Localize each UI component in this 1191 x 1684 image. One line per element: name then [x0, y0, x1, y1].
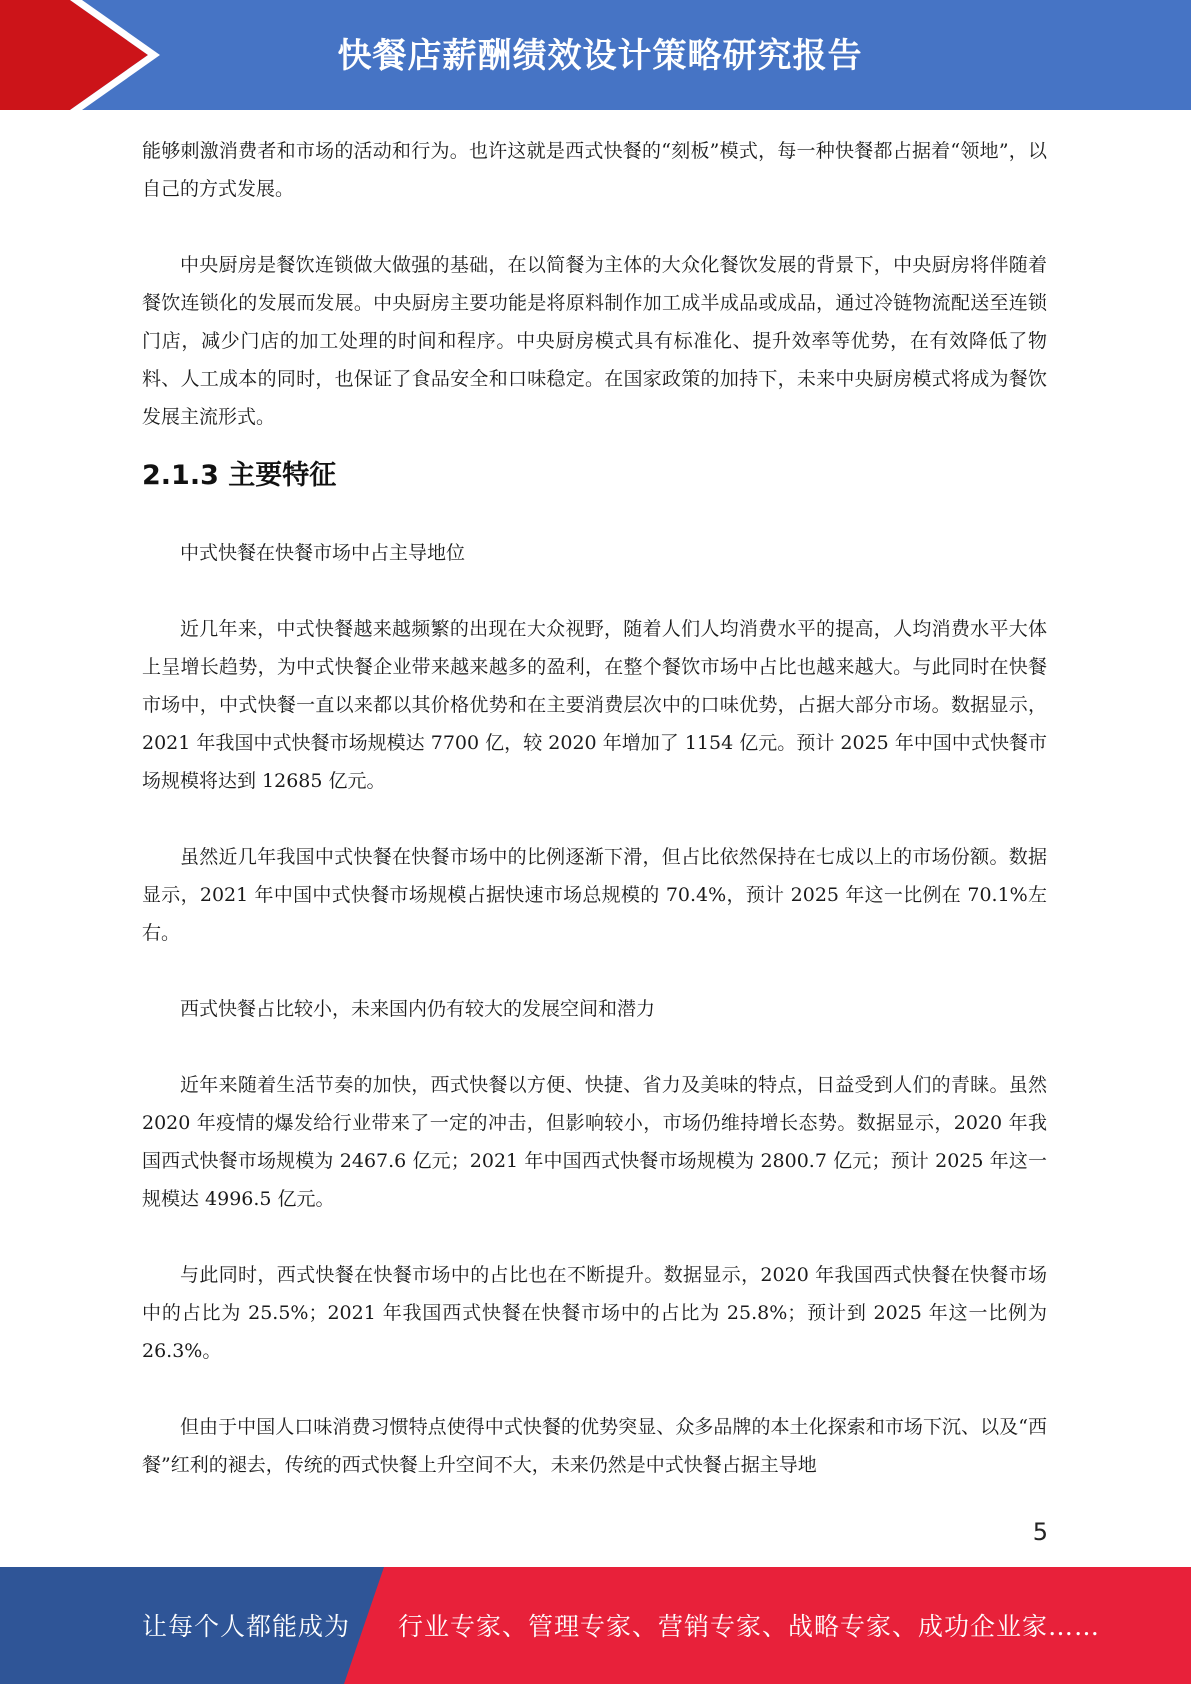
paragraph: 中央厨房是餐饮连锁做大做强的基础，在以简餐为主体的大众化餐饮发展的背景下，中央厨房将伴随着餐饮连锁化的发展而发展。中央厨房主要功能是将原料制作加工成半成品或成品，通过冷链物流配送至连锁门店，减少门店的加工处理的时间和程序。中央厨房模式具有标准化、提升效率等优势，在有效降低了物料、人工成本的同时，也保证了食品安全和口味稳定。在国家政策的加持下，未来中央厨房模式将成为餐饮发展主流形式。: [142, 254, 1047, 428]
subheading: 中式快餐在快餐市场中占主导地位: [180, 542, 466, 564]
subheading: 西式快餐占比较小，未来国内仍有较大的发展空间和潜力: [180, 998, 656, 1020]
paragraph: 近年来随着生活节奏的加快，西式快餐以方便、快捷、省力及美味的特点，日益受到人们的青睐。虽然 2020 年疫情的爆发给行业带来了一定的冲击，但影响较小，市场仍维持增长态势。数据显示，2020 年我国西式快餐市场规模为 2467.6 亿元；2021 年中国西式快餐市场规模为 2800.7 亿元；预计 2025 年这一规模达 4996.5 亿元。: [142, 1074, 1047, 1210]
page-footer: [0, 1567, 1191, 1684]
footer-slogan-left: 让每个人都能成为: [142, 1612, 351, 1641]
paragraph: 虽然近几年我国中式快餐在快餐市场中的比例逐渐下滑，但占比依然保持在七成以上的市场份额。数据显示，2021 年中国中式快餐市场规模占据快速市场总规模的 70.4%，预计 2025 年这一比例在 70.1%左右。: [142, 846, 1047, 944]
section-heading: 2.1.3 主要特征: [142, 460, 337, 491]
paragraph: 能够刺激消费者和市场的活动和行为。也许这就是西式快餐的“刻板”模式，每一种快餐都占据着“领地”，以自己的方式发展。: [142, 140, 1047, 200]
paragraph: 但由于中国人口味消费习惯特点使得中式快餐的优势突显、众多品牌的本土化探索和市场下沉、以及“西餐”红利的褪去，传统的西式快餐上升空间不大，未来仍然是中式快餐占据主导地: [142, 1416, 1047, 1476]
page-content: [142, 132, 1047, 1484]
page-header: [0, 0, 1191, 110]
header-title: 快餐店薪酬绩效设计策略研究报告: [337, 36, 863, 76]
paragraph: 与此同时，西式快餐在快餐市场中的占比也在不断提升。数据显示，2020 年我国西式快餐在快餐市场中的占比为 25.5%；2021 年我国西式快餐在快餐市场中的占比为 25.8%；预计到 2025 年这一比例为 26.3%。: [142, 1264, 1047, 1362]
page-number: 5: [1032, 1518, 1048, 1546]
footer-slogan-right: 行业专家、管理专家、营销专家、战略专家、成功企业家……: [398, 1612, 1101, 1641]
paragraph: 近几年来，中式快餐越来越频繁的出现在大众视野，随着人们人均消费水平的提高，人均消费水平大体上呈增长趋势，为中式快餐企业带来越来越多的盈利，在整个餐饮市场中占比也越来越大。与此同时在快餐市场中，中式快餐一直以来都以其价格优势和在主要消费层次中的口味优势，占据大部分市场。数据显示，2021 年我国中式快餐市场规模达 7700 亿，较 2020 年增加了 1154 亿元。预计 2025 年中国中式快餐市场规模将达到 12685 亿元。: [142, 618, 1047, 792]
